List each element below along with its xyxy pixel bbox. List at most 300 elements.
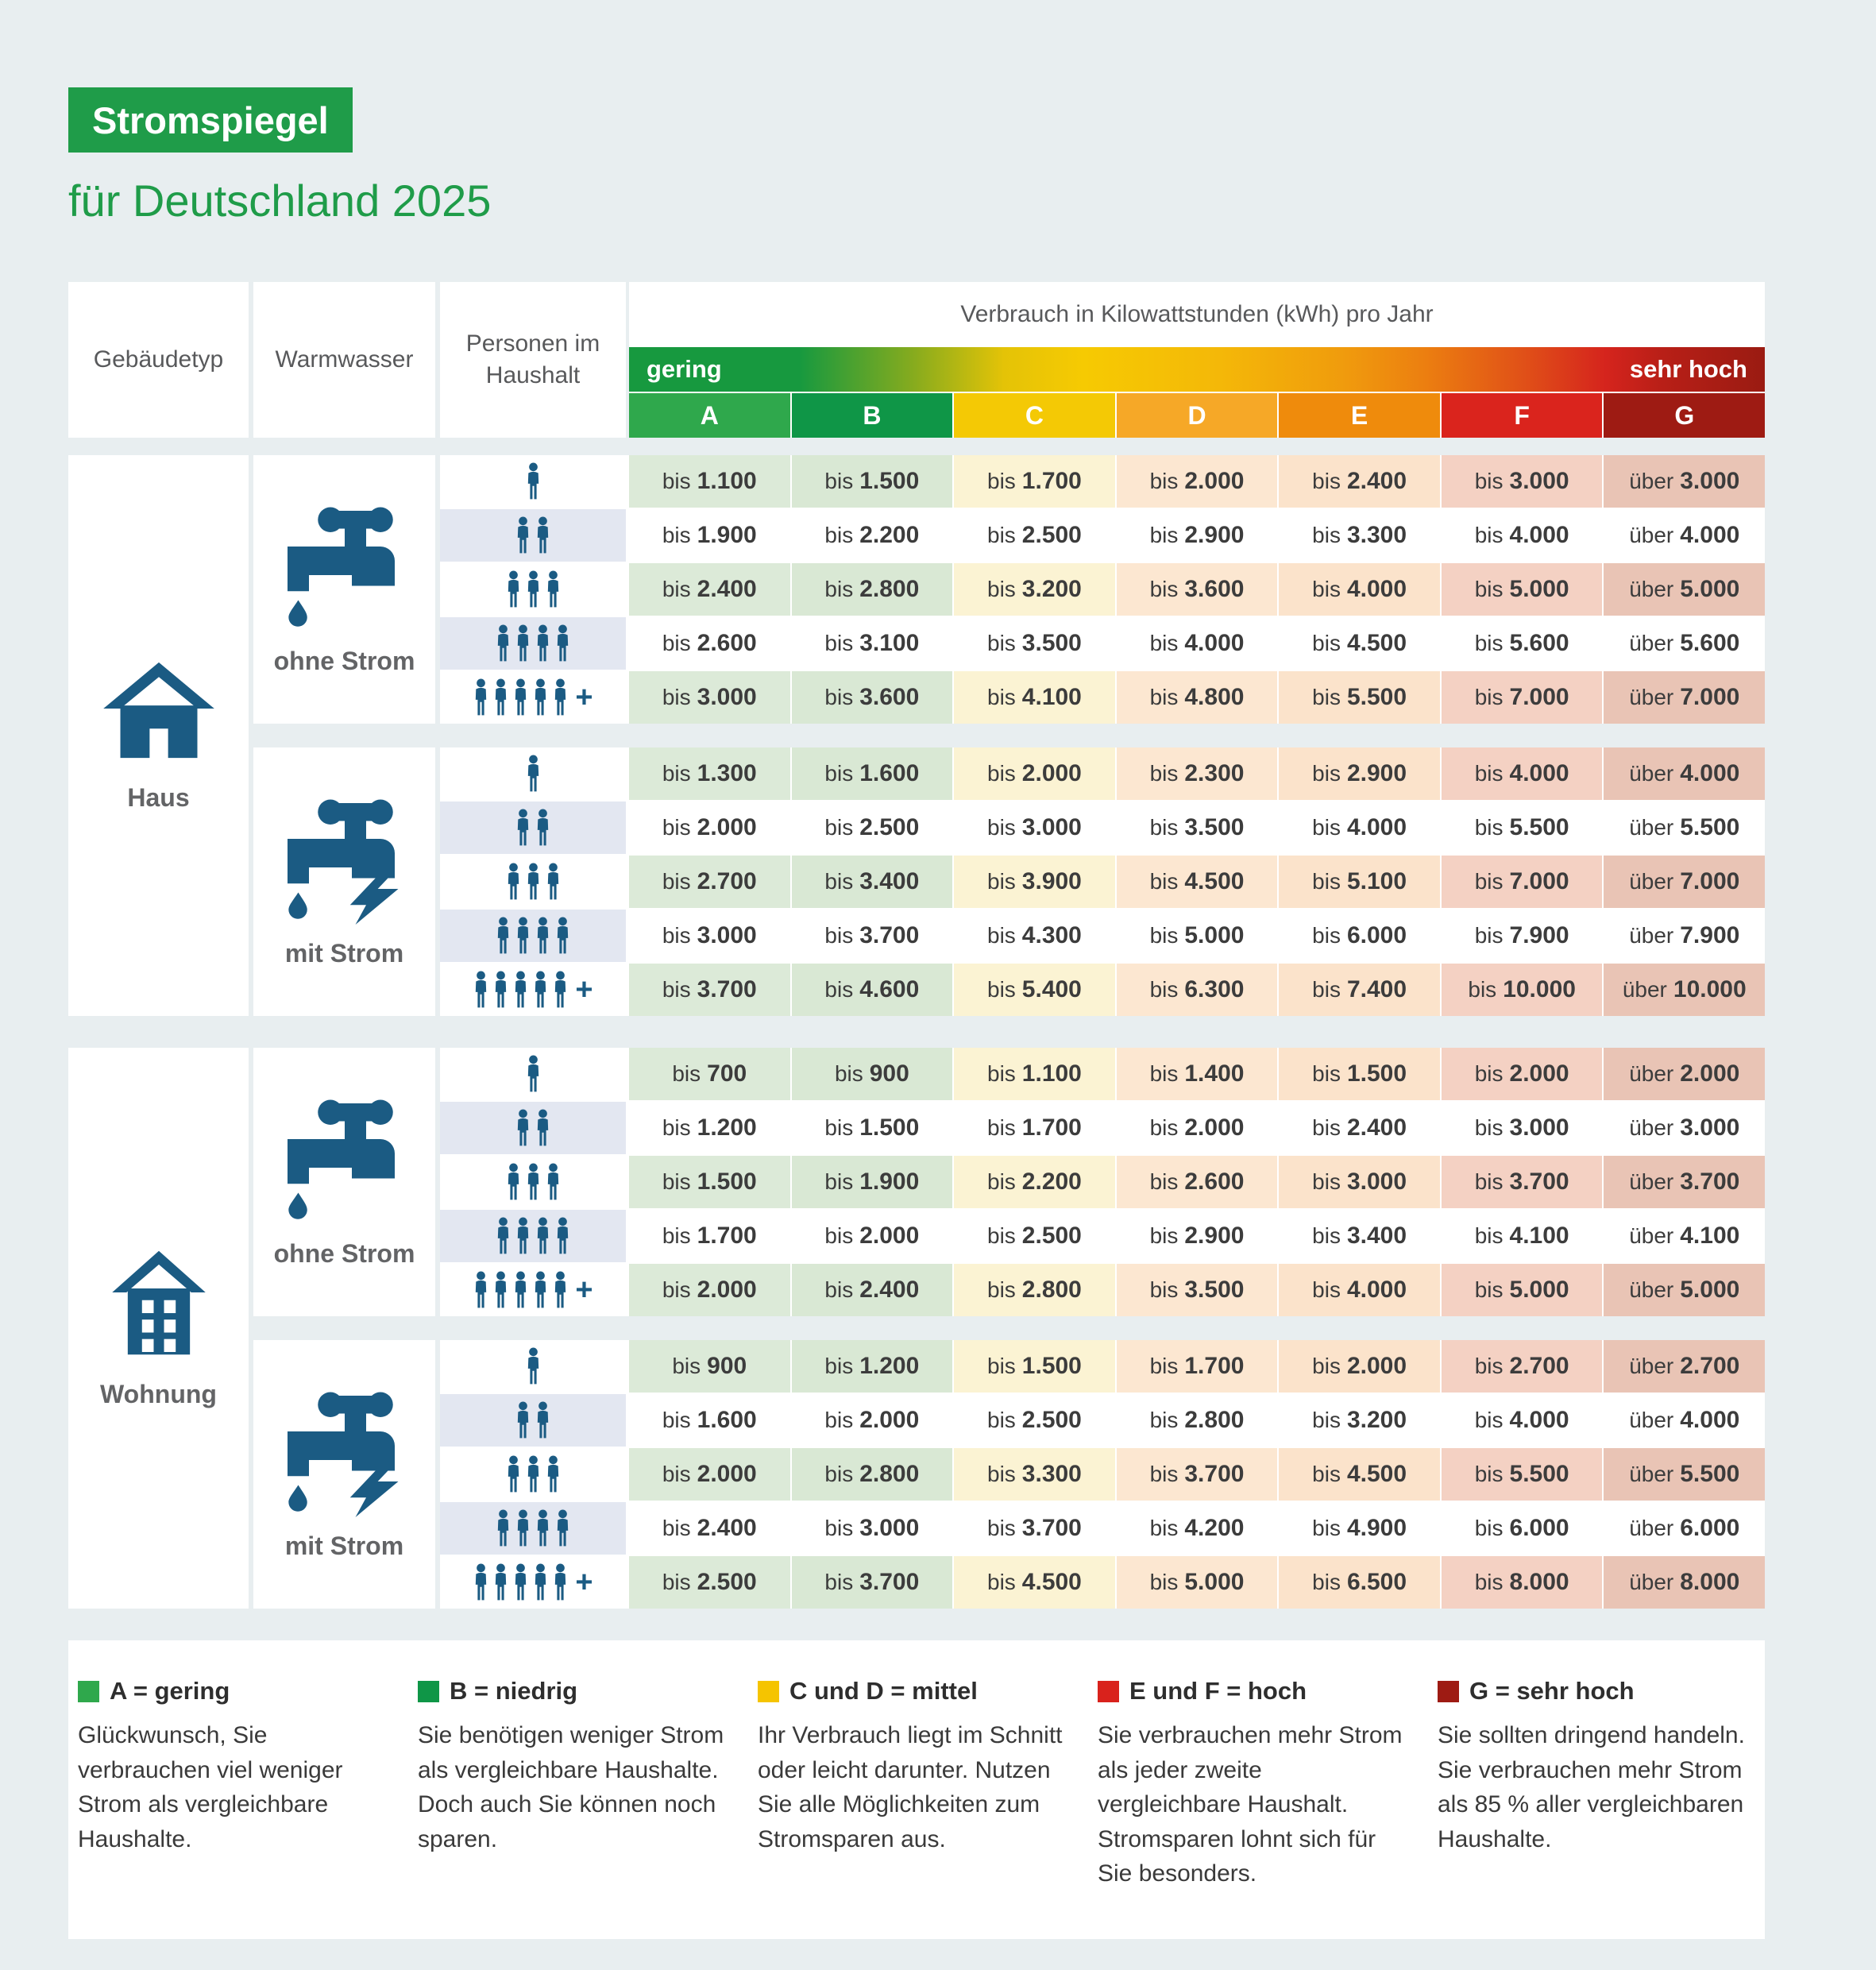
person-cell-3 — [440, 563, 626, 616]
person-icon — [545, 1163, 562, 1201]
value-cell-C: bis 3.000 — [954, 802, 1115, 854]
person-icon — [515, 1217, 531, 1255]
person-icon — [532, 971, 549, 1009]
value-cell-C: bis 4.100 — [954, 671, 1115, 724]
class-header-F: F — [1442, 393, 1603, 438]
value-cell-E: bis 2.400 — [1279, 1102, 1440, 1154]
value-cell-E: bis 5.100 — [1279, 856, 1440, 908]
value-cell-D: bis 1.700 — [1117, 1340, 1278, 1393]
legend-item — [418, 1677, 729, 1891]
value-cell-B: bis 3.000 — [792, 1502, 953, 1555]
person-icon — [535, 917, 551, 955]
person-icon — [495, 1509, 511, 1547]
value-cell-D: bis 4.500 — [1117, 856, 1278, 908]
value-cell-C: bis 3.900 — [954, 856, 1115, 908]
person-icon — [492, 1563, 509, 1601]
value-cell-C: bis 1.500 — [954, 1340, 1115, 1393]
legend-title-text: C und D = mittel — [789, 1677, 978, 1705]
class-header-G: G — [1604, 393, 1765, 438]
value-cell-G: über 4.000 — [1604, 1394, 1765, 1447]
value-cell-B: bis 1.900 — [792, 1156, 953, 1208]
person-icon — [525, 1055, 542, 1093]
value-cell-F: bis 4.000 — [1442, 1394, 1603, 1447]
value-cell-E: bis 6.500 — [1279, 1556, 1440, 1609]
value-cell-G: über 3.000 — [1604, 455, 1765, 508]
apartment-icon — [110, 1248, 208, 1358]
section-wohnung — [68, 1048, 1765, 1609]
value-cell-A: bis 2.600 — [629, 617, 790, 670]
person-icon — [512, 678, 529, 717]
section-rows — [253, 1048, 1765, 1609]
person-icon — [554, 1509, 571, 1547]
person-icon — [512, 1271, 529, 1309]
value-cell-A: bis 2.400 — [629, 563, 790, 616]
person-icon — [535, 624, 551, 662]
person-icon — [552, 971, 569, 1009]
person-icon — [525, 570, 542, 608]
value-cell-D: bis 1.400 — [1117, 1048, 1278, 1100]
value-cell-E: bis 4.500 — [1279, 617, 1440, 670]
person-icon — [515, 1109, 531, 1147]
block-ohne-strom — [253, 455, 1765, 724]
person-icon — [545, 1455, 562, 1493]
value-cell-B: bis 2.000 — [792, 1394, 953, 1447]
value-cell-B: bis 2.000 — [792, 1210, 953, 1262]
value-cell-F: bis 6.000 — [1442, 1502, 1603, 1555]
value-cell-F: bis 2.000 — [1442, 1048, 1603, 1100]
table-row — [440, 1556, 1765, 1609]
value-cell-B: bis 4.600 — [792, 964, 953, 1016]
value-cell-C: bis 5.400 — [954, 964, 1115, 1016]
rows-grid — [440, 747, 1765, 1016]
water-cell — [253, 1048, 435, 1316]
legend-description: Sie verbrauchen mehr Strom als jeder zweite vergleichbare Haushalt. Stromsparen lohnt sich für Sie besonders. — [1098, 1722, 1403, 1887]
building-cell-wohnung — [68, 1048, 249, 1609]
table-row — [440, 1394, 1765, 1447]
person-icon — [525, 863, 542, 901]
legend-description: Sie benötigen weniger Strom als vergleichbare Haushalte. Doch auch Sie können noch sparen. — [418, 1722, 724, 1852]
legend-item — [758, 1677, 1069, 1891]
water-label: mit Strom — [284, 1531, 404, 1560]
value-cell-E: bis 4.000 — [1279, 1264, 1440, 1316]
value-cell-F: bis 5.000 — [1442, 1264, 1603, 1316]
value-cell-D: bis 4.200 — [1117, 1502, 1278, 1555]
person-icon — [525, 1347, 542, 1385]
legend-title — [1098, 1677, 1409, 1705]
table-row — [440, 455, 1765, 508]
value-cell-G: über 3.700 — [1604, 1156, 1765, 1208]
legend-title — [78, 1677, 389, 1705]
value-cell-E: bis 1.500 — [1279, 1048, 1440, 1100]
value-cell-E: bis 5.500 — [1279, 671, 1440, 724]
value-cell-D: bis 5.000 — [1117, 1556, 1278, 1609]
value-cell-B: bis 2.200 — [792, 509, 953, 562]
value-cell-A: bis 1.500 — [629, 1156, 790, 1208]
section-haus — [68, 455, 1765, 1016]
value-cell-C: bis 1.100 — [954, 1048, 1115, 1100]
faucet-lightning-icon — [269, 1389, 420, 1517]
page-subtitle: für Deutschland 2025 — [68, 176, 492, 226]
value-cell-D: bis 2.800 — [1117, 1394, 1278, 1447]
person-cell-3 — [440, 1156, 626, 1208]
person-icon — [545, 863, 562, 901]
legend-title — [418, 1677, 729, 1705]
person-cell-4 — [440, 1210, 626, 1262]
kwh-title: Verbrauch in Kilowattstunden (kWh) pro Jahr — [960, 301, 1434, 327]
value-cell-A: bis 3.000 — [629, 671, 790, 724]
person-cell-2 — [440, 509, 626, 562]
table-row — [440, 671, 1765, 724]
value-cell-C: bis 2.500 — [954, 1394, 1115, 1447]
value-cell-E: bis 3.200 — [1279, 1394, 1440, 1447]
value-cell-E: bis 3.400 — [1279, 1210, 1440, 1262]
legend-item — [1438, 1677, 1749, 1891]
value-cell-G: über 10.000 — [1604, 964, 1765, 1016]
legend-color-swatch — [78, 1681, 99, 1702]
value-cell-A: bis 1.900 — [629, 509, 790, 562]
table-row — [440, 802, 1765, 854]
table-row — [440, 1102, 1765, 1154]
table-row — [440, 1210, 1765, 1262]
col-header-warmwasser: Warmwasser — [253, 282, 435, 438]
table-row — [440, 1448, 1765, 1501]
person-icon — [515, 624, 531, 662]
person-cell-2 — [440, 1102, 626, 1154]
value-cell-B: bis 2.800 — [792, 1448, 953, 1501]
value-cell-E: bis 2.000 — [1279, 1340, 1440, 1393]
faucet-lightning-icon — [269, 796, 420, 925]
value-cell-D: bis 2.900 — [1117, 1210, 1278, 1262]
person-icon — [552, 678, 569, 717]
value-cell-D: bis 2.000 — [1117, 455, 1278, 508]
value-cell-E: bis 3.000 — [1279, 1156, 1440, 1208]
person-cell-5-plus — [440, 1556, 626, 1609]
person-icon — [505, 1455, 522, 1493]
value-cell-A: bis 1.700 — [629, 1210, 790, 1262]
value-cell-C: bis 4.500 — [954, 1556, 1115, 1609]
scale-label-high: sehr hoch — [1629, 355, 1747, 383]
value-cell-C: bis 1.700 — [954, 1102, 1115, 1154]
person-cell-4 — [440, 910, 626, 962]
person-icon — [515, 917, 531, 955]
value-cell-G: über 7.900 — [1604, 910, 1765, 962]
rows-grid — [440, 1048, 1765, 1316]
class-letter-row — [629, 393, 1765, 438]
person-icon — [554, 624, 571, 662]
person-cell-3 — [440, 856, 626, 908]
person-icon — [473, 678, 489, 717]
value-cell-G: über 4.000 — [1604, 509, 1765, 562]
building-cell-haus — [68, 455, 249, 1016]
block-mit-strom — [253, 747, 1765, 1016]
value-cell-C: bis 2.800 — [954, 1264, 1115, 1316]
value-cell-E: bis 6.000 — [1279, 910, 1440, 962]
person-cell-5-plus — [440, 1264, 626, 1316]
building-label: Haus — [127, 782, 190, 812]
value-cell-F: bis 7.900 — [1442, 910, 1603, 962]
value-cell-F: bis 10.000 — [1442, 964, 1603, 1016]
value-cell-G: über 2.700 — [1604, 1340, 1765, 1393]
value-cell-A: bis 1.100 — [629, 455, 790, 508]
value-cell-B: bis 2.400 — [792, 1264, 953, 1316]
rows-grid — [440, 1340, 1765, 1609]
value-cell-D: bis 6.300 — [1117, 964, 1278, 1016]
value-cell-F: bis 5.600 — [1442, 617, 1603, 670]
value-cell-D: bis 4.800 — [1117, 671, 1278, 724]
person-icon — [535, 809, 551, 847]
class-header-E: E — [1279, 393, 1440, 438]
value-cell-F: bis 3.000 — [1442, 1102, 1603, 1154]
legend-color-swatch — [418, 1681, 439, 1702]
table-row — [440, 964, 1765, 1016]
person-icon — [473, 971, 489, 1009]
value-cell-G: über 4.000 — [1604, 747, 1765, 800]
value-cell-C: bis 3.500 — [954, 617, 1115, 670]
house-icon — [99, 659, 218, 761]
kwh-header-region — [629, 282, 1765, 438]
block-mit-strom — [253, 1340, 1765, 1609]
page — [68, 0, 1765, 1939]
person-cell-2 — [440, 1394, 626, 1447]
value-cell-D: bis 2.600 — [1117, 1156, 1278, 1208]
faucet-icon — [269, 504, 420, 632]
legend-title-text: G = sehr hoch — [1469, 1677, 1635, 1705]
water-cell — [253, 1340, 435, 1609]
value-cell-E: bis 3.300 — [1279, 509, 1440, 562]
value-cell-F: bis 4.000 — [1442, 747, 1603, 800]
value-cell-G: über 2.000 — [1604, 1048, 1765, 1100]
person-cell-3 — [440, 1448, 626, 1501]
person-icon — [505, 570, 522, 608]
person-cell-2 — [440, 802, 626, 854]
person-icon — [554, 917, 571, 955]
value-cell-B: bis 900 — [792, 1048, 953, 1100]
legend-title-text: A = gering — [110, 1677, 230, 1705]
value-cell-A: bis 2.000 — [629, 1448, 790, 1501]
water-cell — [253, 455, 435, 724]
value-cell-D: bis 3.500 — [1117, 1264, 1278, 1316]
person-icon — [525, 755, 542, 793]
value-cell-B: bis 3.400 — [792, 856, 953, 908]
value-cell-G: über 5.500 — [1604, 1448, 1765, 1501]
person-icon — [495, 624, 511, 662]
person-cell-1 — [440, 455, 626, 508]
class-header-C: C — [954, 393, 1115, 438]
table-header — [68, 282, 1765, 438]
value-cell-C: bis 1.700 — [954, 455, 1115, 508]
col-header-personen: Personen im Haushalt — [440, 282, 626, 438]
value-cell-F: bis 5.500 — [1442, 802, 1603, 854]
value-cell-F: bis 4.100 — [1442, 1210, 1603, 1262]
table-row — [440, 617, 1765, 670]
value-cell-F: bis 5.000 — [1442, 563, 1603, 616]
value-cell-D: bis 3.600 — [1117, 563, 1278, 616]
legend-description: Ihr Verbrauch liegt im Schnitt oder leicht darunter. Nutzen Sie alle Möglichkeiten zum Stromsparen aus. — [758, 1722, 1063, 1852]
value-cell-E: bis 4.000 — [1279, 802, 1440, 854]
title-badge-text: Stromspiegel — [92, 99, 329, 141]
value-cell-A: bis 2.000 — [629, 802, 790, 854]
person-cell-1 — [440, 747, 626, 800]
value-cell-G: über 5.600 — [1604, 617, 1765, 670]
person-icon — [532, 1271, 549, 1309]
plus-sign: + — [575, 681, 593, 714]
value-cell-E: bis 4.000 — [1279, 563, 1440, 616]
person-icon — [492, 678, 509, 717]
person-icon — [552, 1563, 569, 1601]
value-cell-F: bis 3.700 — [1442, 1156, 1603, 1208]
legend-item — [1098, 1677, 1409, 1891]
value-cell-C: bis 2.200 — [954, 1156, 1115, 1208]
value-cell-A: bis 3.000 — [629, 910, 790, 962]
value-cell-D: bis 2.300 — [1117, 747, 1278, 800]
legend-title-text: E und F = hoch — [1129, 1677, 1307, 1705]
building-label: Wohnung — [100, 1379, 217, 1408]
value-cell-C: bis 3.300 — [954, 1448, 1115, 1501]
value-cell-C: bis 2.000 — [954, 747, 1115, 800]
table-row — [440, 1502, 1765, 1555]
water-label: ohne Strom — [273, 646, 415, 675]
legend-title-text: B = niedrig — [450, 1677, 578, 1705]
person-icon — [535, 1217, 551, 1255]
water-cell — [253, 747, 435, 1016]
block-ohne-strom — [253, 1048, 1765, 1316]
person-icon — [492, 971, 509, 1009]
value-cell-A: bis 700 — [629, 1048, 790, 1100]
value-cell-E: bis 2.900 — [1279, 747, 1440, 800]
value-cell-C: bis 2.500 — [954, 1210, 1115, 1262]
value-cell-E: bis 4.900 — [1279, 1502, 1440, 1555]
person-icon — [515, 809, 531, 847]
value-cell-F: bis 7.000 — [1442, 856, 1603, 908]
consumption-scale-bar — [629, 347, 1765, 392]
value-cell-B: bis 3.700 — [792, 1556, 953, 1609]
value-cell-B: bis 1.200 — [792, 1340, 953, 1393]
legend-color-swatch — [1438, 1681, 1459, 1702]
value-cell-B: bis 1.500 — [792, 455, 953, 508]
legend-item — [78, 1677, 389, 1891]
value-cell-C: bis 3.700 — [954, 1502, 1115, 1555]
value-cell-G: über 6.000 — [1604, 1502, 1765, 1555]
person-icon — [495, 917, 511, 955]
value-cell-E: bis 7.400 — [1279, 964, 1440, 1016]
plus-sign: + — [575, 1566, 593, 1599]
value-cell-A: bis 2.700 — [629, 856, 790, 908]
section-rows — [253, 455, 1765, 1016]
value-cell-E: bis 2.400 — [1279, 455, 1440, 508]
value-cell-D: bis 2.900 — [1117, 509, 1278, 562]
legend-title — [1438, 1677, 1749, 1705]
title-badge — [68, 87, 353, 153]
value-cell-A: bis 2.500 — [629, 1556, 790, 1609]
table-row — [440, 563, 1765, 616]
table-row — [440, 856, 1765, 908]
value-cell-G: über 7.000 — [1604, 856, 1765, 908]
value-cell-D: bis 3.500 — [1117, 802, 1278, 854]
plus-sign: + — [575, 1273, 593, 1307]
value-cell-G: über 3.000 — [1604, 1102, 1765, 1154]
class-header-D: D — [1117, 393, 1278, 438]
water-label: mit Strom — [284, 938, 404, 968]
value-cell-G: über 5.000 — [1604, 563, 1765, 616]
value-cell-A: bis 1.600 — [629, 1394, 790, 1447]
person-icon — [495, 1217, 511, 1255]
value-cell-A: bis 1.300 — [629, 747, 790, 800]
class-header-A: A — [629, 393, 790, 438]
person-icon — [552, 1271, 569, 1309]
value-cell-F: bis 5.500 — [1442, 1448, 1603, 1501]
legend-color-swatch — [758, 1681, 779, 1702]
person-icon — [515, 516, 531, 554]
value-cell-B: bis 2.500 — [792, 802, 953, 854]
water-label: ohne Strom — [273, 1238, 415, 1268]
person-icon — [532, 1563, 549, 1601]
person-icon — [535, 516, 551, 554]
person-icon — [525, 1163, 542, 1201]
person-cell-5-plus — [440, 671, 626, 724]
legend-title — [758, 1677, 1069, 1705]
person-cell-5-plus — [440, 964, 626, 1016]
legend-description: Glückwunsch, Sie verbrauchen viel weniger Strom als vergleichbare Haushalte. — [78, 1722, 343, 1852]
person-icon — [505, 1163, 522, 1201]
legend-description: Sie sollten dringend handeln. Sie verbrauchen mehr Strom als 85 % aller vergleichbaren Haushalte. — [1438, 1722, 1745, 1852]
value-cell-E: bis 4.500 — [1279, 1448, 1440, 1501]
value-cell-C: bis 2.500 — [954, 509, 1115, 562]
person-icon — [505, 863, 522, 901]
value-cell-F: bis 8.000 — [1442, 1556, 1603, 1609]
value-cell-C: bis 4.300 — [954, 910, 1115, 962]
person-icon — [492, 1271, 509, 1309]
value-cell-B: bis 1.600 — [792, 747, 953, 800]
table-row — [440, 747, 1765, 800]
scale-label-low: gering — [647, 355, 722, 383]
value-cell-G: über 5.500 — [1604, 802, 1765, 854]
value-cell-F: bis 3.000 — [1442, 455, 1603, 508]
rows-grid — [440, 455, 1765, 724]
value-cell-D: bis 3.700 — [1117, 1448, 1278, 1501]
value-cell-F: bis 2.700 — [1442, 1340, 1603, 1393]
table-row — [440, 1264, 1765, 1316]
person-icon — [473, 1271, 489, 1309]
value-cell-F: bis 4.000 — [1442, 509, 1603, 562]
value-cell-A: bis 1.200 — [629, 1102, 790, 1154]
class-header-B: B — [792, 393, 953, 438]
person-icon — [512, 1563, 529, 1601]
value-cell-B: bis 3.700 — [792, 910, 953, 962]
value-cell-G: über 5.000 — [1604, 1264, 1765, 1316]
person-icon — [535, 1509, 551, 1547]
value-cell-A: bis 3.700 — [629, 964, 790, 1016]
value-cell-C: bis 3.200 — [954, 563, 1115, 616]
value-cell-G: über 4.100 — [1604, 1210, 1765, 1262]
person-icon — [515, 1401, 531, 1439]
value-cell-G: über 7.000 — [1604, 671, 1765, 724]
value-cell-A: bis 900 — [629, 1340, 790, 1393]
person-cell-4 — [440, 1502, 626, 1555]
table-row — [440, 509, 1765, 562]
value-cell-B: bis 1.500 — [792, 1102, 953, 1154]
person-icon — [554, 1217, 571, 1255]
person-icon — [525, 1455, 542, 1493]
legend-color-swatch — [1098, 1681, 1119, 1702]
value-cell-B: bis 2.800 — [792, 563, 953, 616]
stromspiegel-table — [68, 282, 1765, 1609]
plus-sign: + — [575, 973, 593, 1006]
table-row — [440, 910, 1765, 962]
table-row — [440, 1048, 1765, 1100]
person-icon — [515, 1509, 531, 1547]
value-cell-D: bis 2.000 — [1117, 1102, 1278, 1154]
value-cell-F: bis 7.000 — [1442, 671, 1603, 724]
